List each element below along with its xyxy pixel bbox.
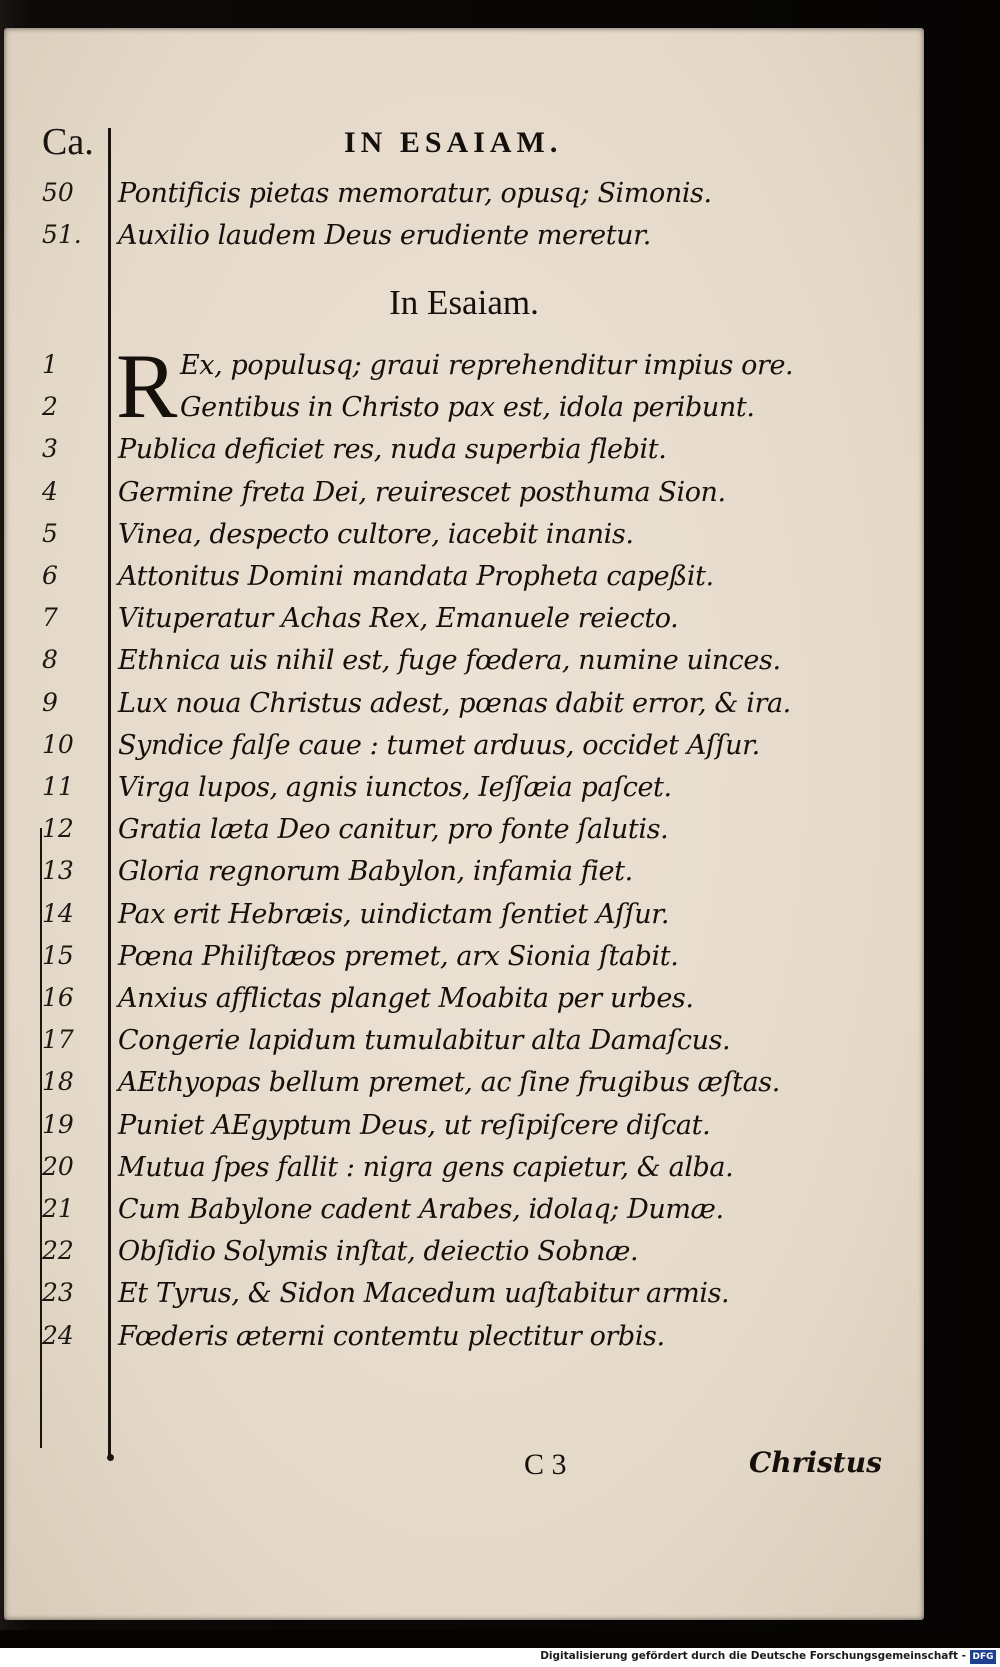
verse-text: AEthyopas bellum premet, ac ſine frugibus æſtas. <box>118 1067 780 1099</box>
verse-number: 23 <box>42 1278 74 1308</box>
verse-number: 17 <box>42 1025 74 1055</box>
verse-row <box>4 856 924 900</box>
verse-text: Publica deficiet res, nuda superbia flebit. <box>118 434 667 466</box>
verse-row <box>4 603 924 647</box>
signature-mark: C 3 <box>524 1448 567 1481</box>
verse-text: Vinea, despecto cultore, iacebit inanis. <box>118 518 634 550</box>
verse-number: 7 <box>42 603 58 633</box>
verse-number: 3 <box>42 434 58 464</box>
verse-number: 20 <box>42 1151 74 1181</box>
credit-text: Digitalisierung gefördert durch die Deutsche Forschungsgemeinschaft - <box>540 1650 966 1662</box>
verse-number: 22 <box>42 1236 74 1266</box>
verse-text: Pontificis pietas memoratur, opusq; Simonis. <box>118 178 712 209</box>
verse-text: Puniet AEgyptum Deus, ut reſipiſcere diſcat. <box>118 1109 711 1141</box>
verse-row <box>4 350 924 394</box>
verse-text: Syndice falſe caue : tumet arduus, occidet Aſſur. <box>118 729 760 761</box>
verse-text: Fœderis æterni contemtu plectitur orbis. <box>118 1320 665 1352</box>
verse-text: Virga lupos, agnis iunctos, Ieſſæia paſcet. <box>118 772 672 803</box>
verse-row <box>4 220 924 264</box>
verse-row <box>4 1236 924 1280</box>
verse-text: Attonitus Domini mandata Propheta capeßit. <box>118 561 714 592</box>
verse-number: 10 <box>42 729 74 759</box>
margin-rule-terminal <box>107 1454 114 1461</box>
verse-text: Gentibus in Christo pax est, idola peribunt. <box>180 392 755 424</box>
verse-row <box>4 941 924 985</box>
verse-text: Lux noua Christus adest, pœnas dabit error, & ira. <box>118 687 791 719</box>
verse-row <box>4 772 924 816</box>
credit-bar <box>0 1648 1000 1667</box>
verse-row <box>4 561 924 605</box>
verse-text: Gloria regnorum Babylon, infamia fiet. <box>118 856 633 888</box>
verse-number: 2 <box>42 392 58 422</box>
verse-row <box>4 1152 924 1196</box>
verse-text: Ex, populusq; graui reprehenditur impius ore. <box>180 350 794 381</box>
verse-row <box>4 688 924 732</box>
verse-text: Pœna Philiſtæos premet, arx Sionia ſtabit. <box>118 940 679 972</box>
chapter-column-head: Ca. <box>42 121 94 163</box>
verse-row <box>4 814 924 858</box>
verse-text: Obſidio Solymis inſtat, deiectio Sobnæ. <box>118 1236 639 1268</box>
verse-row <box>4 519 924 563</box>
verse-text: Ethnica uis nihil est, fuge fœdera, numine uinces. <box>118 645 781 677</box>
verse-number: 1 <box>42 350 58 379</box>
catchword: Christus <box>749 1446 882 1479</box>
verse-text: Pax erit Hebræis, uindictam ſentiet Aſſur. <box>118 898 670 930</box>
page-header <box>4 108 924 168</box>
verse-number: 15 <box>42 940 74 970</box>
verse-text: Cum Babylone cadent Arabes, idolaq; Dumæ. <box>118 1194 724 1225</box>
verse-row <box>4 899 924 943</box>
verse-number: 5 <box>42 518 58 548</box>
verse-row <box>4 434 924 478</box>
verse-row <box>4 730 924 774</box>
verse-text: Vituperatur Achas Rex, Emanuele reiecto. <box>118 603 679 635</box>
verse-number: 24 <box>42 1320 74 1350</box>
verse-number: 51. <box>42 220 82 249</box>
verse-row <box>4 477 924 521</box>
verse-row <box>4 1278 924 1322</box>
verse-row <box>4 178 924 222</box>
book-page <box>4 28 924 1620</box>
verse-row <box>4 645 924 689</box>
verse-row <box>4 1067 924 1111</box>
verse-number: 16 <box>42 983 74 1012</box>
verse-text: Mutua ſpes fallit : nigra gens capietur, & alba. <box>118 1151 734 1183</box>
verse-row <box>4 392 924 436</box>
verse-number: 13 <box>42 856 74 886</box>
verse-text: Germine freta Dei, reuirescet posthuma Sion. <box>118 476 726 508</box>
verse-text: Auxilio laudem Deus erudiente meretur. <box>118 220 651 251</box>
verse-row <box>4 1110 924 1154</box>
verse-row <box>4 983 924 1027</box>
verse-number: 6 <box>42 561 58 590</box>
dfg-logo: DFG <box>970 1650 996 1664</box>
verse-number: 12 <box>42 814 74 844</box>
section-title: In Esaiam. <box>389 283 539 322</box>
verse-number: 8 <box>42 645 58 675</box>
verse-text: Et Tyrus, & Sidon Macedum uaſtabitur armis. <box>118 1278 730 1310</box>
verse-text: Anxius afflictas planget Moabita per urbes. <box>118 983 694 1014</box>
verse-number: 11 <box>42 772 74 801</box>
verse-number: 14 <box>42 898 74 928</box>
verse-number: 21 <box>42 1194 74 1223</box>
verse-text: Congerie lapidum tumulabitur alta Damaſcus. <box>118 1025 731 1057</box>
verse-number: 18 <box>42 1067 74 1097</box>
verse-number: 19 <box>42 1109 74 1139</box>
verse-row <box>4 1025 924 1069</box>
verse-row <box>4 1321 924 1365</box>
running-title: IN ESAIAM. <box>344 126 563 159</box>
verse-number: 50 <box>42 178 74 207</box>
verse-number: 9 <box>42 687 58 717</box>
verse-text: Gratia læta Deo canitur, pro fonte ſalutis. <box>118 814 669 846</box>
drop-cap-initial: R <box>116 335 178 437</box>
verse-row <box>4 1194 924 1238</box>
verse-number: 4 <box>42 476 58 506</box>
